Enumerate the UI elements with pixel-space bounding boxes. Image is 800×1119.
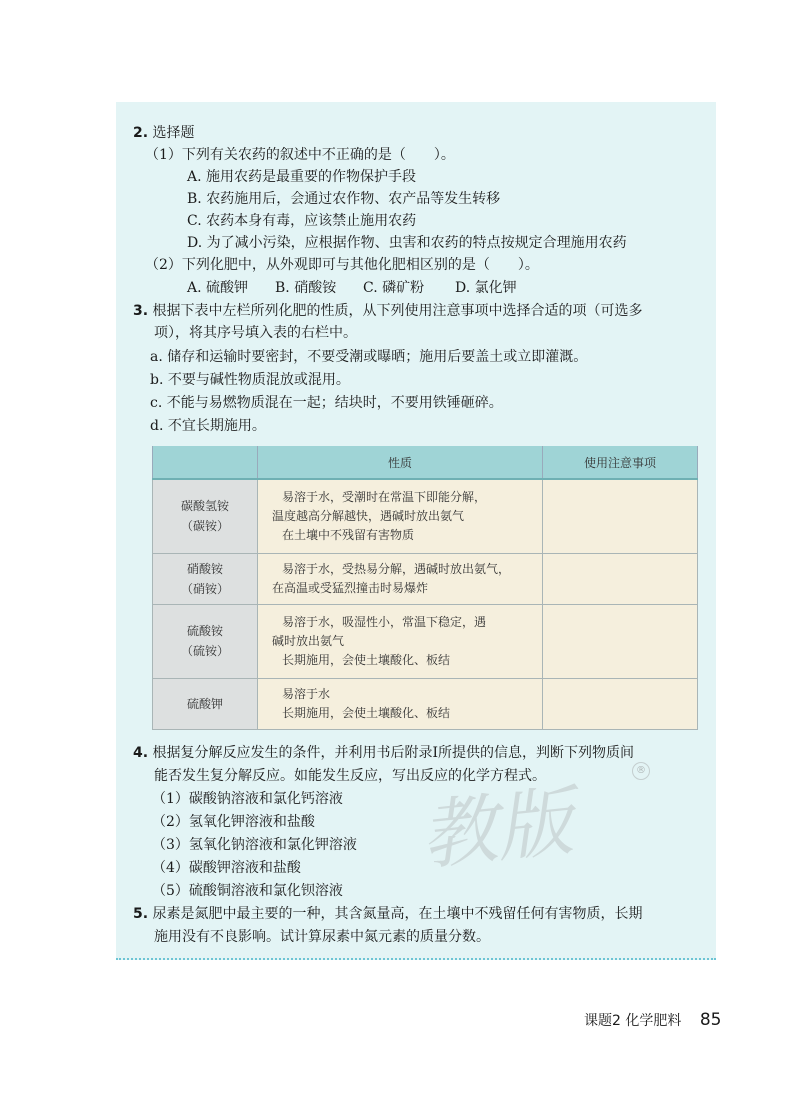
question-4-line2: 能否发生复分解反应。如能发生反应，写出反应的化学方程式。 <box>154 768 546 784</box>
q2-sub2-option-d: D. 氯化钾 <box>455 280 517 296</box>
q2-sub2-option-b: B. 硝酸铵 <box>275 280 337 296</box>
question-2-title: 2. 选择题 <box>133 125 195 141</box>
fertilizer-name: 碳酸氢铵 （碳铵） <box>153 479 258 553</box>
q2-sub1-option-a: A. 施用农药是最重要的作物保护手段 <box>187 169 417 185</box>
q4-item-5: （5）硫酸铜溶液和氯化钡溶液 <box>152 883 343 899</box>
q2-sub1-stem: （1）下列有关农药的叙述中不正确的是（ ）。 <box>145 147 455 163</box>
q2-sub2-option-c: C. 磷矿粉 <box>363 280 425 296</box>
usage-answer-cell[interactable] <box>543 678 698 729</box>
fertilizer-property: 易溶于水，受热易分解，遇碱时放出氨气， 在高温或受猛烈撞击时易爆炸 <box>258 553 543 604</box>
fertilizer-property: 易溶于水 长期施用，会使土壤酸化、板结 <box>258 678 543 729</box>
page-footer <box>584 1010 721 1030</box>
table-row <box>153 604 698 678</box>
fertilizer-property: 易溶于水，吸湿性小，常温下稳定，遇 碱时放出氨气 长期施用，会使土壤酸化、板结 <box>258 604 543 678</box>
q4-item-4: （4）碳酸钾溶液和盐酸 <box>152 860 301 876</box>
page-number: 85 <box>699 1010 722 1030</box>
q2-sub2-option-a: A. 硫酸钾 <box>187 280 249 296</box>
q2-sub1-option-c: C. 农药本身有毒，应该禁止施用农药 <box>187 213 417 229</box>
table-row <box>153 678 698 729</box>
fertilizer-name: 硝酸铵 （硝铵） <box>153 553 258 604</box>
header-usage-col: 使用注意事项 <box>543 446 698 479</box>
question-5-line2: 施用没有不良影响。试计算尿素中氮元素的质量分数。 <box>154 929 490 945</box>
q2-sub1-option-b: B. 农药施用后，会通过农作物、农产品等发生转移 <box>187 191 501 207</box>
usage-answer-cell[interactable] <box>543 604 698 678</box>
question-3-line1: 3. 根据下表中左栏所列化肥的性质，从下列使用注意事项中选择合适的项（可选多 <box>133 303 643 319</box>
fertilizer-name: 硫酸钾 <box>153 678 258 729</box>
fertilizer-table <box>152 446 698 730</box>
q3-item-c: c. 不能与易燃物质混在一起；结块时，不要用铁锤砸碎。 <box>150 395 503 411</box>
header-name-col <box>153 446 258 479</box>
usage-answer-cell[interactable] <box>543 479 698 553</box>
question-3-line2: 项），将其序号填入表的右栏中。 <box>154 325 357 341</box>
registered-mark: ® <box>632 762 650 780</box>
fertilizer-property: 易溶于水，受潮时在常温下即能分解， 温度越高分解越快，遇碱时放出氨气 在土壤中不残留有害物质 <box>258 479 543 553</box>
q2-sub2-stem: （2）下列化肥中，从外观即可与其他化肥相区别的是（ ）。 <box>145 257 539 273</box>
q2-sub1-option-d: D. 为了减小污染，应根据作物、虫害和农药的特点按规定合理施用农药 <box>187 235 627 251</box>
q4-item-3: （3）氢氧化钠溶液和氯化钾溶液 <box>152 837 357 853</box>
question-4-line1: 4. 根据复分解反应发生的条件，并利用书后附录Ⅰ所提供的信息，判断下列物质间 <box>133 745 635 761</box>
q4-item-2: （2）氢氧化钾溶液和盐酸 <box>152 814 315 830</box>
fertilizer-name: 硫酸铵 （硫铵） <box>153 604 258 678</box>
usage-answer-cell[interactable] <box>543 553 698 604</box>
table-row <box>153 553 698 604</box>
q3-item-d: d. 不宜长期施用。 <box>150 418 266 434</box>
header-property-col: 性质 <box>258 446 543 479</box>
q3-item-a: a. 储存和运输时要密封，不要受潮或曝晒；施用后要盖土或立即灌溉。 <box>150 349 588 365</box>
publisher-watermark: 教版 <box>416 776 577 881</box>
q3-item-b: b. 不要与碱性物质混放或混用。 <box>150 372 350 388</box>
q4-item-1: （1）碳酸钠溶液和氯化钙溶液 <box>152 791 343 807</box>
table-header-row <box>153 446 698 479</box>
lesson-title: 课题2 化学肥料 <box>584 1013 682 1029</box>
question-5-line1: 5. 尿素是氮肥中最主要的一种，其含氮量高，在土壤中不残留任何有害物质，长期 <box>133 906 643 922</box>
table-row <box>153 479 698 553</box>
